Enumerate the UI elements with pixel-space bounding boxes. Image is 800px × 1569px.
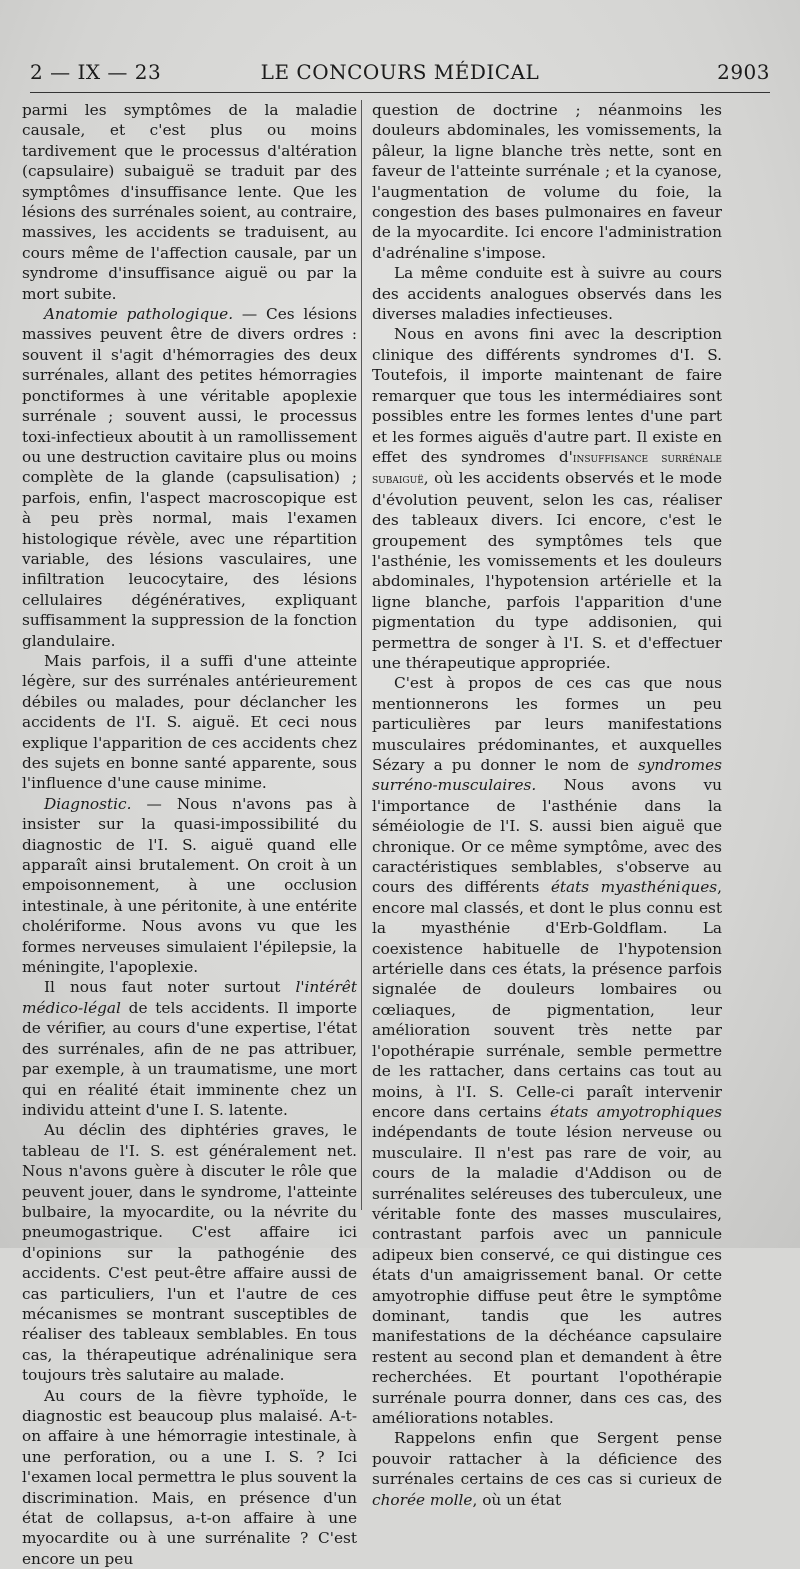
- paragraph: Au cours de la fièvre typhoïde, le diagnostic est beaucoup plus malaisé. A-t-on affaire à une hémorragie intestinale, à une perforation, ou a une I. S. ? Ici l'examen local permettra le plus souvent la discrimination. Mais, en présence d'un état de collapsus, a-t-on affaire à une myocardite ou à une surrénalite ? C'est encore un peu: [22, 1386, 357, 1568]
- paragraph: [372, 673, 722, 1428]
- section-heading: Anatomie pathologique.: [44, 305, 234, 324]
- paragraph-text: — Nous n'avons pas à insister sur la quasi-impossibilité du diagnostic de l'I. S. aiguë quand elle apparaît ainsi brutalement. On croit à un empoisonnement, à une occlusion intestinale, à une péritonite, à une entérite cholériforme. Nous avons vu que les formes nerveuses simulaient l'épilepsie, la méningite, l'apoplexie.: [22, 794, 357, 977]
- paragraph-text: indépendants de toute lésion nerveuse ou musculaire. Il n'est pas rare de voir, au cours de la maladie d'Addison ou de surrénalites seléreuses des tuberculeux, une véritable fonte des masses musculaires, contrastant parfois avec un pannicule adipeux bien conservé, ce qui distingue ces états d'un amaigrissement banal. Or cette amyotrophie diffuse peut être le symptôme dominant, tandis que les autres manifestations de la déchéance capsulaire restent au second plan et demandent à être recherchées. Et pourtant l'opothérapie surrénale pourra donner, dans ces cas, des améliorations notables.: [372, 1123, 722, 1427]
- section-heading: Diagnostic.: [44, 794, 132, 813]
- column-rule: [361, 100, 362, 1210]
- paragraph: Au déclin des diphtéries graves, le tableau de l'I. S. est généralement net. Nous n'avons guère à discuter le rôle que peuvent jouer, dans le syndrome, l'atteinte bulbaire, la myocardite, ou la névrite du pneumogastrique. C'est affaire ici d'opinions sur la pathogénie des accidents. C'est peut-être affaire aussi de cas particuliers, l'un et l'autre de ces mécanismes se montrant susceptibles de réaliser des tableaux semblables. En tous cas, la thérapeutique adrénalinique sera toujours très salutaire au malade.: [22, 1121, 357, 1385]
- running-header: [30, 60, 770, 90]
- paragraph-text: de tels accidents. Il importe de vérifier, au cours d'une expertise, l'état des surrénales, afin de ne pas attribuer, par exemple, à un traumatisme, une mort qui en réalité était imminente chez un individu atteint d'une I. S. latente.: [22, 998, 357, 1119]
- emphasis: syndromes surréno-musculaires.: [372, 756, 722, 795]
- paragraph-text: , où un état: [472, 1490, 562, 1509]
- paragraph-text: C'est à propos de ces cas que nous mentionnerons les formes un peu particulières par leurs manifestations musculaires prédominantes, et auxquelles Sézary a pu donner le nom de: [372, 674, 722, 774]
- paragraph: [372, 1428, 722, 1510]
- paragraph: parmi les symptômes de la maladie causale, et c'est plus ou moins tardivement que le processus d'altération (capsulaire) subaiguë se traduit par des symptômes d'insuffisance lente. Que les lésions des surrénales soient, au contraire, massives, les accidents se traduisent, au cours même de l'affection causale, par un syndrome d'insuffisance aiguë ou par la mort subite.: [22, 101, 357, 303]
- header-rule: [30, 92, 770, 93]
- page-number: 2903: [717, 60, 770, 84]
- paragraph-text: , encore mal classés, et dont le plus connu est la myasthénie d'Erb-Goldflam. La coexistence habituelle de l'hypotension artérielle dans ces états, la présence parfois signalée de douleurs lombaires ou cœliaques, de pigmentation, leur amélioration souvent très nette par l'opothérapie surrénale, semble permettre de les rattacher, dans certains cas tout au moins, à l'I. S. Celle-ci paraît intervenir encore dans certains: [372, 878, 722, 1121]
- paragraph: question de doctrine ; néanmoins les douleurs abdominales, les vomissements, la pâleur, la ligne blanche très nette, sont en faveur de l'atteinte surrénale ; et la cyanose, l'augmentation de volume du foie, la congestion des bases pulmonaires en faveur de la myocardite. Ici encore l'administration d'adrénaline s'impose.: [372, 101, 722, 262]
- paragraph-text: Rappelons enfin que Sergent pense pouvoir rattacher à la déficience des surrénales certains de ces cas si curieux de: [372, 1429, 722, 1489]
- paragraph: [372, 324, 722, 673]
- emphasis: états myasthéniques: [550, 878, 718, 897]
- paragraph: [22, 977, 357, 1120]
- journal-title: LE CONCOURS MÉDICAL: [260, 60, 540, 84]
- paragraph-text: Nous avons vu l'importance de l'asthénie dans la séméiologie de l'I. S. aussi bien aiguë que chronique. Or ce même symptôme, avec des caractéristiques semblables, s'observe au cours des différents: [372, 776, 722, 897]
- paragraph: Mais parfois, il a suffi d'une atteinte légère, sur des surrénales antérieurement débiles ou malades, pour déclancher les accidents de l'I. S. aiguë. Et ceci nous explique l'apparition de ces accidents chez des sujets en bonne santé apparente, sous l'influence d'une cause minime.: [22, 651, 357, 793]
- issue-number: 2 — IX — 23: [30, 60, 162, 84]
- paragraph-diagnostic: [22, 794, 357, 978]
- small-caps-term: insuffisance surrénale subaiguë: [372, 449, 723, 488]
- paragraph-text: Il nous faut noter surtout: [44, 978, 296, 997]
- paragraph-text: — Ces lésions massives peuvent être de divers ordres : souvent il s'agit d'hémorragies des deux surrénales, allant des petites hémorragies ponctiformes à une véritable apoplexie surrénale ; souvent aussi, le processus toxi-infectieux aboutit à un ramollissement ou une destruction cavitaire plus ou moins complète de la glande (capsulisation) ; parfois, enfin, l'aspect macroscopique est à peu près normal, mais l'examen histologique révèle, avec une répartition variable, des lésions vasculaires, une infiltration leucocytaire, des lésions cellulaires dégénératives, expliquant suffisamment la suppression de la fonction glandulaire.: [22, 305, 357, 650]
- emphasis: l'intérêt médico-légal: [22, 978, 357, 1017]
- paragraph: La même conduite est à suivre au cours des accidents analogues observés dans les diverses maladies infectieuses.: [372, 264, 722, 324]
- paragraph-anatomie: [22, 304, 357, 651]
- paragraph-text: Nous en avons fini avec la description clinique des différents syndromes d'I. S. Toutefois, il importe maintenant de faire remarquer que tous les intermédiaires sont possibles entre les formes lentes d'une part et les formes aiguës d'autre part. Il existe en effet des syndromes d': [372, 325, 722, 466]
- emphasis: états amyotrophiques: [549, 1102, 722, 1121]
- left-column: [22, 100, 357, 1568]
- paragraph-text: , où les accidents observés et le mode d'évolution peuvent, selon les cas, réaliser des tableaux divers. Ici encore, c'est le groupement des symptômes tels que l'asthénie, les vomissements et les douleurs abdominales, l'hypotension artérielle et la ligne blanche, parfois l'apparition d'une pigmentation du type addisonien, qui permettra de songer à l'I. S. et d'effectuer une thérapeutique appropriée.: [372, 469, 722, 672]
- emphasis: chorée molle: [372, 1490, 473, 1509]
- right-column: [372, 100, 723, 1509]
